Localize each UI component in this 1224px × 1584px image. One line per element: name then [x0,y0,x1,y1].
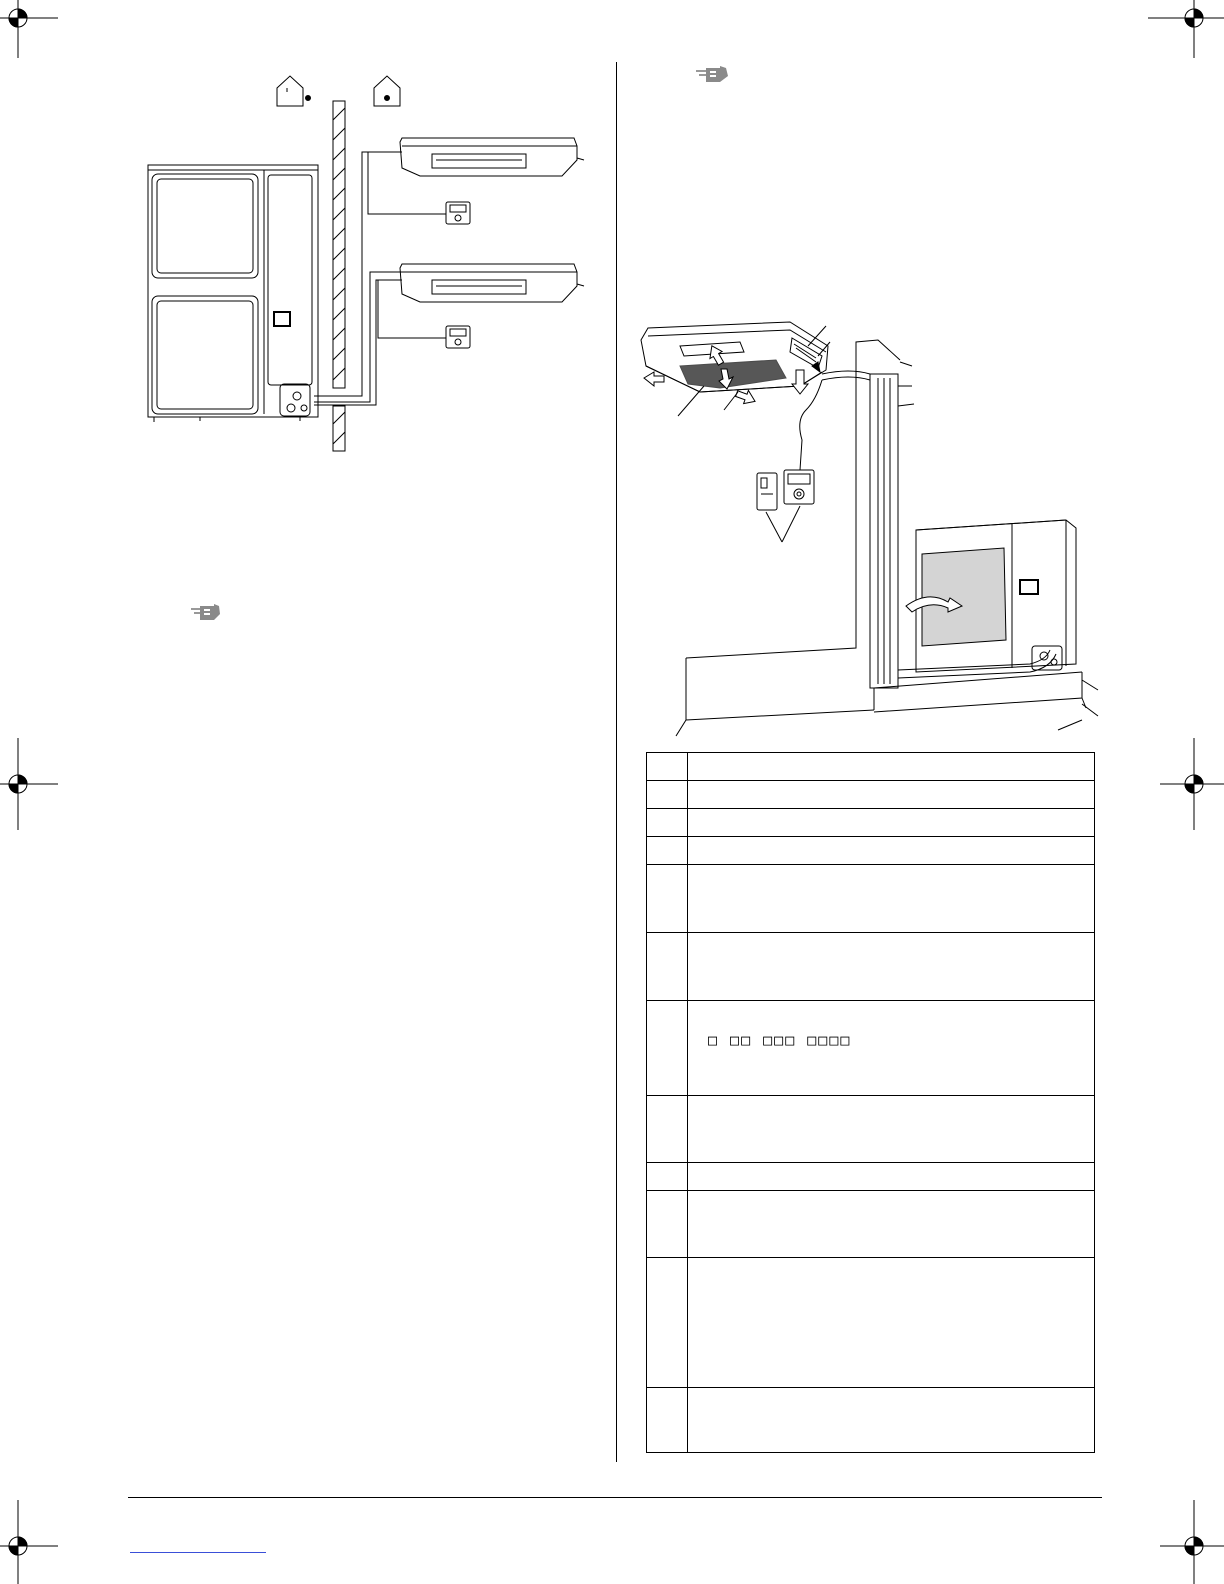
table-cell [647,1191,688,1258]
outdoor-unit-installed [906,520,1076,672]
table-cell [688,753,1095,781]
table-cell [688,1191,1095,1258]
table-row [647,1258,1095,1388]
table-row [647,1191,1095,1258]
parts-table [646,752,1095,1453]
wireless-remote-controller [757,473,777,510]
table-row [647,1096,1095,1163]
table-cell [688,809,1095,837]
table-row [647,1163,1095,1191]
table-cell [647,753,688,781]
table-cell [688,1163,1095,1191]
table-row [647,809,1095,837]
table-cell [688,1388,1095,1453]
table-cell [647,1001,688,1096]
table-cell [647,1388,688,1453]
table-row [647,865,1095,933]
table-cell [647,1163,688,1191]
table-cell [647,865,688,933]
table-row [647,933,1095,1001]
table-cell [647,781,688,809]
table-cell [688,837,1095,865]
table-cell [688,865,1095,933]
table-cell [688,781,1095,809]
table-row [647,837,1095,865]
table-cell [647,837,688,865]
pointing-hand-icon [696,66,728,82]
code-input-boxes: □ □□ □□□ □□□□ [708,1031,852,1049]
table-cell [688,933,1095,1001]
table-cell [647,933,688,1001]
table-cell [688,1096,1095,1163]
building-structure [676,340,1086,736]
wired-remote-controller [766,470,814,542]
table-row [647,781,1095,809]
table-cell [647,809,688,837]
table-cell [688,1258,1095,1388]
table-cell [647,1258,688,1388]
table-cell [647,1096,688,1163]
table-row [647,753,1095,781]
table-row [647,1388,1095,1453]
